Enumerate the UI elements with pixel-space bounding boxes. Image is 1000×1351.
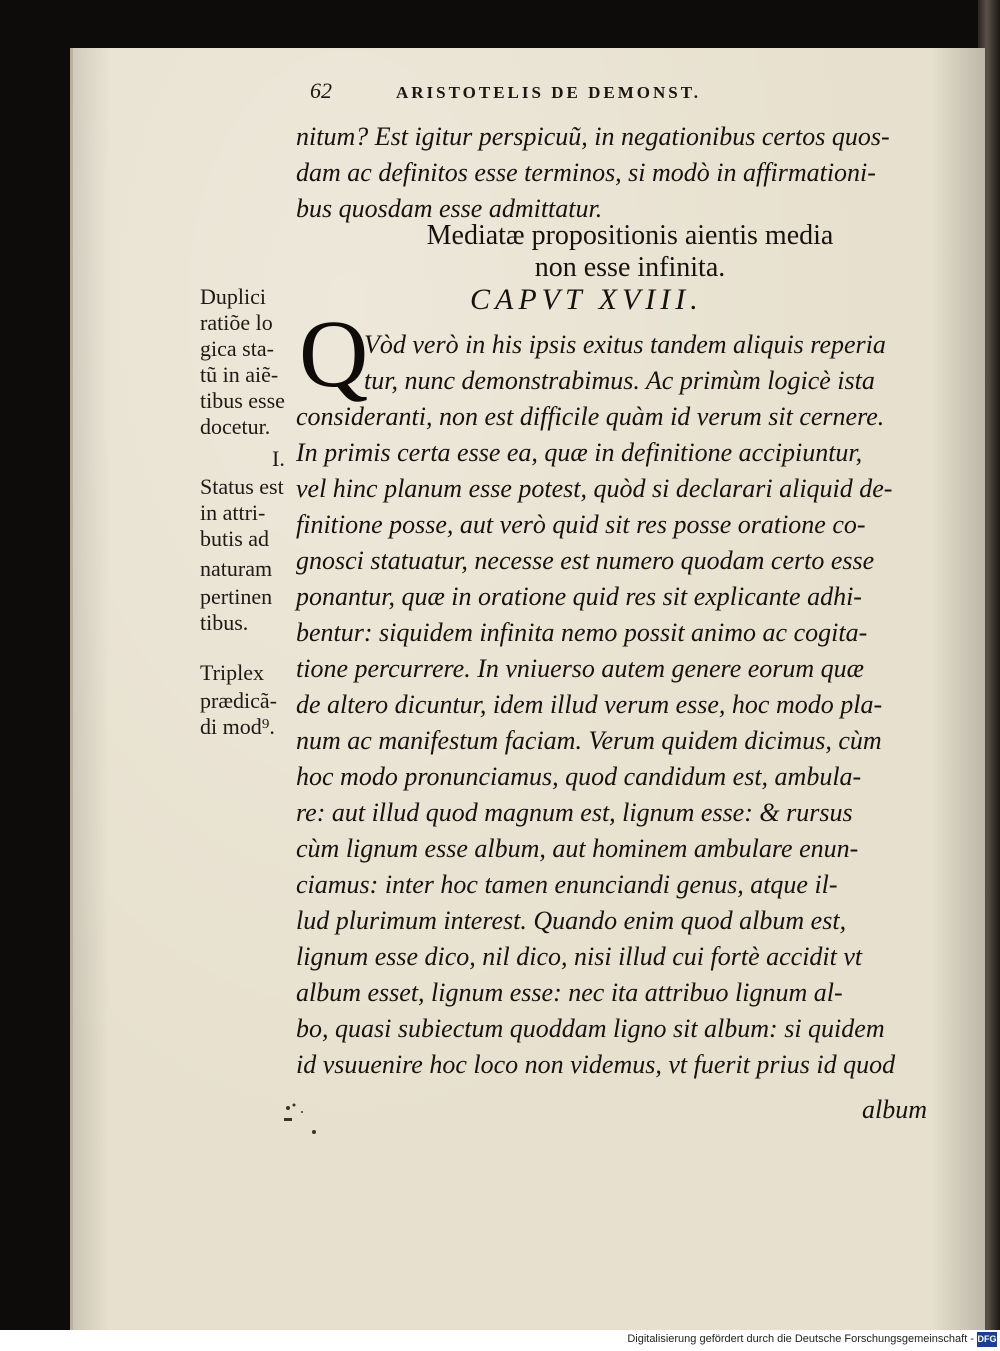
footer-bar [0,1330,1000,1351]
margin-note-1-line: tibus esse [200,388,285,413]
chapter-text-line: gnosci statuatur, necesse est numero quodam certo esse [296,546,875,575]
margin-note-3-line: di mod⁹. [200,714,275,739]
margin-note-1-line: gica sta- [200,336,274,361]
margin-note-2-line: in attri- [200,500,266,525]
chapter-text-line: tur, nunc demonstrabimus. Ac primùm logicè ista [364,366,875,395]
margin-note-2-line: butis ad [200,526,270,551]
section-heading-line-2: non esse infinita. [534,252,726,283]
chapter-text-line: consideranti, non est difficile quàm id verum sit cernere. [296,402,885,431]
chapter-text-line: bentur: siquidem infinita nemo possit animo ac cogita- [296,618,868,647]
chapter-text-line: ponantur, quæ in oratione quid res sit explicante adhi- [296,582,862,611]
dfg-logo: DFG [977,1332,997,1347]
chapter-text-line: lignum esse dico, nil dico, nisi illud cui fortè accidit vt [296,942,863,971]
catchword: album [862,1095,927,1124]
chapter-text-line: finitione posse, aut verò quid sit res posse oratione co- [296,510,866,539]
margin-note-1-line: tũ in aiẽ- [200,362,279,387]
text-line: bus quosdam esse admittatur. [296,194,603,223]
chapter-text-line: num ac manifestum faciam. Verum quidem dicimus, cùm [296,726,882,755]
page-number: 62 [310,78,332,103]
chapter-text-line: hoc modo pronunciamus, quod candidum est, ambula- [296,762,862,791]
chapter-text-line: album esset, lignum esse: nec ita attribuo lignum al- [296,978,843,1007]
margin-note-2-line: tibus. [200,610,249,635]
chapter-text-line: de altero dicuntur, idem illud verum esse, hoc modo pla- [296,690,883,719]
funding-credit: Digitalisierung gefördert durch die Deutsche Forschungsgemeinschaft - [627,1333,974,1345]
chapter-text-line: lud plurimum interest. Quando enim quod album est, [296,906,847,935]
chapter-text-line: bo, quasi subiectum quoddam ligno sit album: si quidem [296,1014,885,1043]
running-head [310,78,830,110]
margin-note-2-line: pertinen [200,584,273,609]
chapter-text-line: vel hinc planum esse potest, quòd si declarari aliquid de- [296,474,893,503]
chapter-text-line: id vsuuenire hoc loco non videmus, vt fuerit prius id quod [296,1050,896,1079]
chapter-text-line: Vòd verò in his ipsis exitus tandem aliquis reperia [364,330,886,359]
drop-cap: Q [299,300,369,407]
text-line: nitum? Est igitur perspicuũ, in negationibus certos quos- [296,122,890,151]
chapter-text-line: ciamus: inter hoc tamen enunciandi genus, atque il- [296,870,838,899]
margin-note-1-line: ratiõe lo [200,310,273,335]
margin-note-1-line: Duplici [200,284,266,309]
chapter-text-line: In primis certa esse ea, quæ in definitione accipiuntur, [296,438,863,467]
chapter-title: CAPVT XVIII. [470,283,703,316]
chapter-text-line: re: aut illud quod magnum est, lignum esse: & rursus [296,798,853,827]
ink-smudge [280,1100,320,1140]
chapter-text-line: cùm lignum esse album, aut hominem ambulare enun- [296,834,859,863]
text-line: dam ac definitos esse terminos, si modò in affirmationi- [296,158,876,187]
section-heading-line-1: Mediatæ propositionis aientis media [426,220,834,251]
running-title: ARISTOTELIS DE DEMONST. [396,83,702,102]
margin-note-1-line: docetur. [200,414,271,439]
chapter-text-line: tione percurrere. In vniuerso autem genere eorum quæ [296,654,865,683]
margin-note-2-line: naturam [200,556,273,581]
margin-note-3-line: Triplex [200,660,264,685]
margin-note-2-line: Status est [200,474,284,499]
margin-note-3-line: prædicã- [200,688,277,713]
margin-note-2-number: I. [272,446,285,471]
